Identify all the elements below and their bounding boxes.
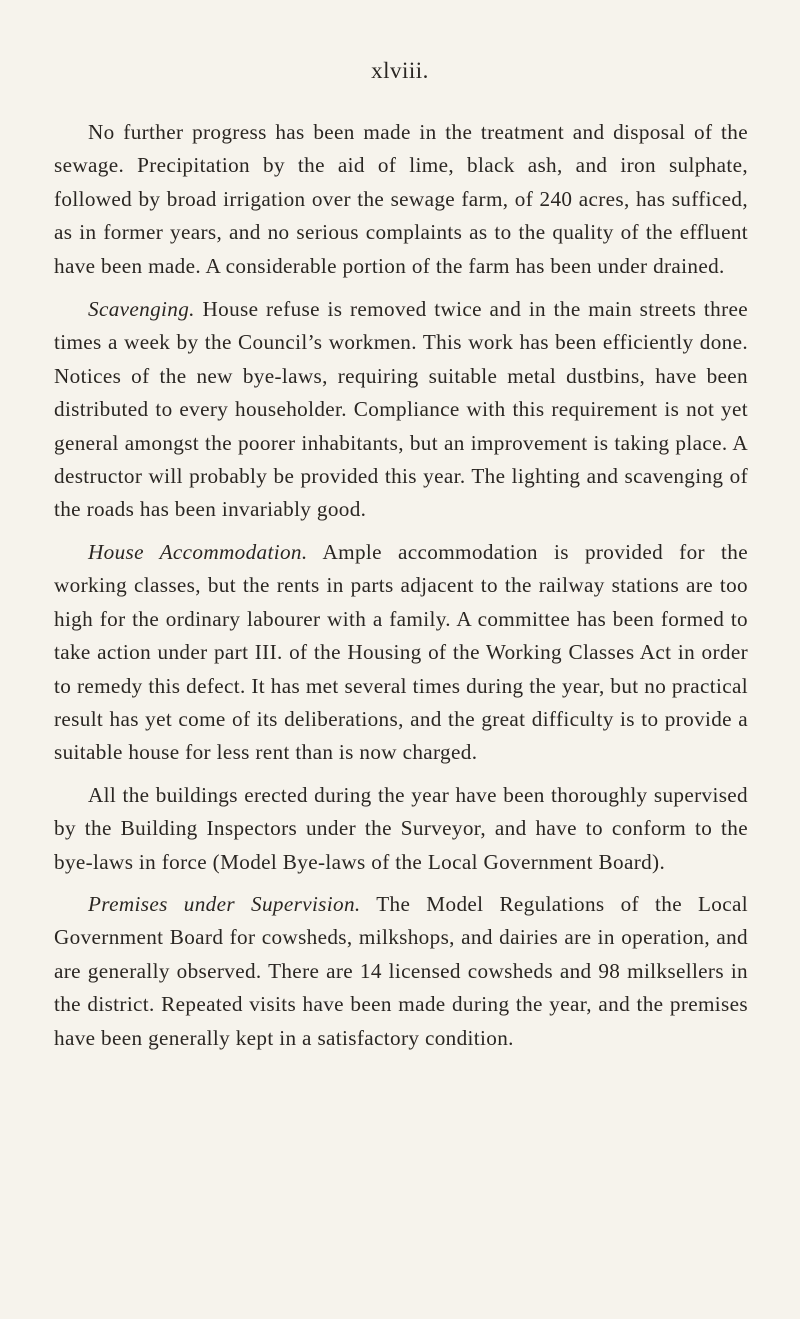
paragraph-text: House refuse is removed twice and in the main streets three times a week by the Council’s workmen. This work has been efficiently done. Notices of the new bye-laws, requiring suitable metal dustbins, have been distributed to every householder. Compliance with this requirement is not yet general amongst the poorer inhabitants, but an improvement is taking place. A destructor will probably be provided this year. The lighting and scavenging of the roads has been invariably good. (54, 297, 748, 522)
section-heading-house-accommodation: House Accommodation. (88, 539, 308, 564)
paragraph-buildings (54, 779, 748, 879)
page-number: xlviii. (371, 58, 429, 83)
paragraph-house-accommodation (54, 536, 748, 770)
section-heading-premises-under-supervision: Premises under Supervision. (88, 891, 361, 916)
section-heading-scavenging: Scavenging. (88, 297, 195, 322)
document-body (54, 116, 748, 1064)
paragraph-scavenging (54, 293, 748, 527)
paragraph-text: Ample accommodation is provided for the working classes, but the rents in parts adjacent to the railway stations are too high for the ordinary labourer with a family. A committee has been formed to take action under part III. of the Housing of the Working Classes Act in order to remedy this defect. It has met several times during the year, but no practical result has yet come of its deliberations, and the great difficulty is to provide a suitable house for less rent than is now charged. (54, 539, 748, 765)
paragraph-text: The Model Regulations of the Local Government Board for cowsheds, milkshops, and dairies are in operation, and are generally observed. There are 14 licensed cowsheds and 98 milksellers in the district. Repeated visits have been made during the year, and the premises have been generally kept in a satisfactory condition. (54, 891, 748, 1050)
paragraph-text: All the buildings erected during the year have been thoroughly supervised by the Building Inspectors under the Surveyor, and have to conform to the bye-laws in force (Model Bye-laws of the Local Government Board). (54, 782, 748, 874)
paragraph-text: No further progress has been made in the treatment and disposal of the sewage. Precipitation by the aid of lime, black ash, and iron sulphate, followed by broad irrigation over the sewage farm, of 240 acres, has sufficed, as in former years, and no serious complaints as to the quality of the effluent have been made. A considerable portion of the farm has been under drained. (54, 120, 748, 278)
paragraph-sewage (54, 116, 748, 283)
paragraph-premises-under-supervision (54, 888, 748, 1055)
